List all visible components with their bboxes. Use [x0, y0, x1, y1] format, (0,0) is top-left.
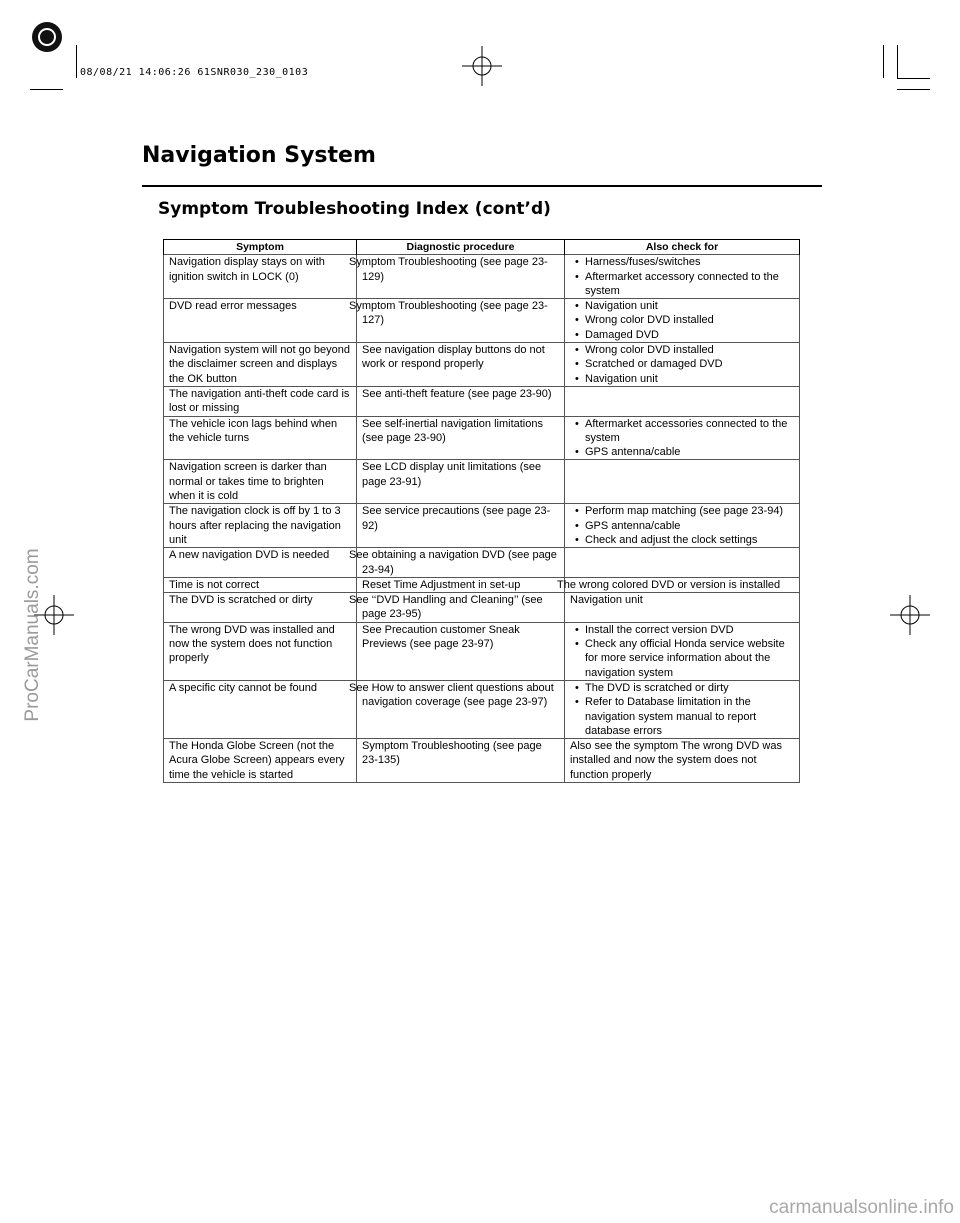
- symptom-cell: A specific city cannot be found: [164, 680, 357, 738]
- symptom-cell: The vehicle icon lags behind when the vehicle turns: [164, 416, 357, 460]
- also-check-cell: The wrong colored DVD or version is installed: [565, 577, 800, 592]
- header-symptom: Symptom: [164, 240, 357, 255]
- header-also-check: Also check for: [565, 240, 800, 255]
- table-row: [164, 622, 800, 680]
- also-check-cell: Navigation unit: [565, 593, 800, 623]
- also-check-cell: [565, 622, 800, 680]
- crop-line: [76, 45, 77, 78]
- symptom-cell: The DVD is scratched or dirty: [164, 593, 357, 623]
- crop-line: [883, 45, 884, 78]
- list-item: • Check any official Honda service website for more service information about the navigation system: [570, 637, 795, 680]
- also-check-cell: [565, 460, 800, 504]
- table-row: [164, 386, 800, 416]
- diagnostic-cell: Symptom Troubleshooting (see page 23-135): [357, 739, 565, 783]
- also-check-cell: [565, 386, 800, 416]
- list-item: • Navigation unit: [570, 299, 795, 313]
- also-check-cell: [565, 680, 800, 738]
- diagnostic-cell: See self-inertial navigation limitations (see page 23-90): [357, 416, 565, 460]
- diagnostic-cell: Reset Time Adjustment in set-up: [357, 577, 565, 592]
- also-check-cell: [565, 548, 800, 578]
- symptom-cell: DVD read error messages: [164, 299, 357, 343]
- symptom-cell: Navigation system will not go beyond the disclaimer screen and displays the OK button: [164, 343, 357, 387]
- crop-line: [897, 89, 930, 90]
- diagnostic-cell: See navigation display buttons do not work or respond properly: [357, 343, 565, 387]
- list-item: • Navigation unit: [570, 372, 795, 386]
- bottom-watermark: carmanualsonline.info: [769, 1197, 954, 1218]
- side-watermark: ProCarManuals.com: [22, 548, 43, 722]
- diagnostic-cell: Symptom Troubleshooting (see page 23-129): [357, 255, 565, 299]
- crop-line: [897, 45, 898, 78]
- list-item: • Refer to Database limitation in the navigation system manual to report database errors: [570, 695, 795, 738]
- symptom-cell: Navigation screen is darker than normal or takes time to brighten when it is cold: [164, 460, 357, 504]
- list-item: • Install the correct version DVD: [570, 623, 795, 637]
- diagnostic-cell: See LCD display unit limitations (see page 23-91): [357, 460, 565, 504]
- list-item: • Perform map matching (see page 23-94): [570, 504, 795, 518]
- diagnostic-cell: See service precautions (see page 23-92): [357, 504, 565, 548]
- troubleshooting-table: [163, 239, 800, 783]
- registration-crosshair-top: [462, 46, 502, 90]
- list-item: • Aftermarket accessories connected to the system: [570, 417, 795, 446]
- symptom-cell: A new navigation DVD is needed: [164, 548, 357, 578]
- list-item: • The DVD is scratched or dirty: [570, 681, 795, 695]
- list-item: • Aftermarket accessory connected to the system: [570, 270, 795, 299]
- list-item: • GPS antenna/cable: [570, 519, 795, 533]
- table-row: [164, 504, 800, 548]
- list-item: • GPS antenna/cable: [570, 445, 795, 459]
- table-row: [164, 739, 800, 783]
- symptom-cell: The navigation clock is off by 1 to 3 hours after replacing the navigation unit: [164, 504, 357, 548]
- table-row: [164, 299, 800, 343]
- diagnostic-cell: See obtaining a navigation DVD (see page 23-94): [357, 548, 565, 578]
- also-check-cell: [565, 255, 800, 299]
- table-row: [164, 593, 800, 623]
- symptom-cell: Time is not correct: [164, 577, 357, 592]
- list-item: • Damaged DVD: [570, 328, 795, 342]
- symptom-cell: The navigation anti-theft code card is lost or missing: [164, 386, 357, 416]
- list-item: • Harness/fuses/switches: [570, 255, 795, 269]
- table-header-row: [164, 240, 800, 255]
- also-check-cell: [565, 343, 800, 387]
- diagnostic-cell: See anti-theft feature (see page 23-90): [357, 386, 565, 416]
- crop-line: [897, 78, 930, 79]
- registration-mark-top-left: [30, 20, 64, 58]
- also-check-cell: [565, 299, 800, 343]
- table-row: [164, 416, 800, 460]
- also-check-cell: Also see the symptom The wrong DVD was installed and now the system does not function properly: [565, 739, 800, 783]
- list-item: • Wrong color DVD installed: [570, 313, 795, 327]
- symptom-cell: Navigation display stays on with ignition switch in LOCK (0): [164, 255, 357, 299]
- list-item: • Scratched or damaged DVD: [570, 357, 795, 371]
- table-row: [164, 680, 800, 738]
- header-diagnostic: Diagnostic procedure: [357, 240, 565, 255]
- symptom-cell: The wrong DVD was installed and now the system does not function properly: [164, 622, 357, 680]
- table-row: [164, 548, 800, 578]
- table-row: [164, 343, 800, 387]
- diagnostic-cell: See How to answer client questions about navigation coverage (see page 23-97): [357, 680, 565, 738]
- list-item: • Wrong color DVD installed: [570, 343, 795, 357]
- diagnostic-cell: Symptom Troubleshooting (see page 23-127): [357, 299, 565, 343]
- diagnostic-cell: See ‘‘DVD Handling and Cleaning’’ (see page 23-95): [357, 593, 565, 623]
- print-stamp: 08/08/21 14:06:26 61SNR030_230_0103: [80, 67, 309, 78]
- table-row: [164, 255, 800, 299]
- symptom-cell: The Honda Globe Screen (not the Acura Globe Screen) appears every time the vehicle is started: [164, 739, 357, 783]
- also-check-cell: [565, 504, 800, 548]
- also-check-cell: [565, 416, 800, 460]
- title-rule: [142, 185, 822, 187]
- diagnostic-cell: See Precaution customer Sneak Previews (see page 23-97): [357, 622, 565, 680]
- table-row: [164, 460, 800, 504]
- section-title: Symptom Troubleshooting Index (cont’d): [158, 199, 551, 219]
- list-item: • Check and adjust the clock settings: [570, 533, 795, 547]
- table-row: [164, 577, 800, 592]
- page-title: Navigation System: [142, 143, 376, 168]
- crop-line: [30, 89, 63, 90]
- registration-crosshair-right: [890, 595, 930, 639]
